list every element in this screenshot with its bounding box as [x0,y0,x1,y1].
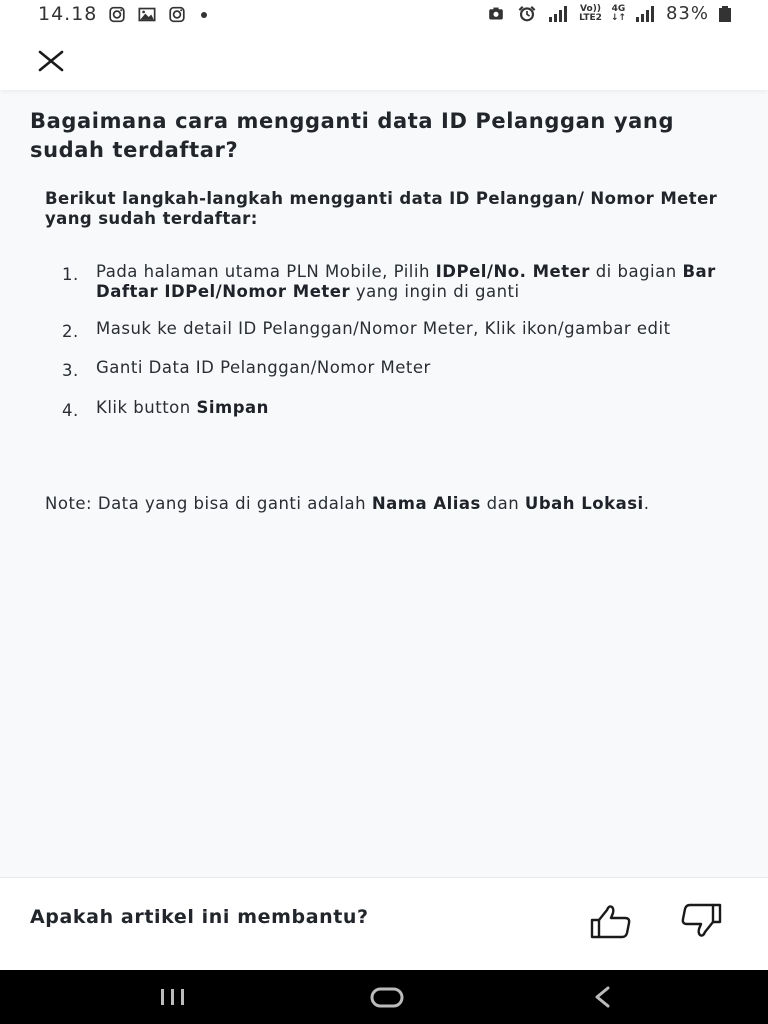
step-number: 4. [62,401,79,420]
step-number: 1. [62,265,79,284]
thumbs-up-icon[interactable] [588,902,634,942]
signal-icon-2 [635,5,657,22]
article-note: Note: Data yang bisa di ganti adalah Nama Alias dan Ubah Lokasi. [45,494,650,513]
status-left [38,3,211,25]
battery-percent: 83% [665,3,709,24]
photo-camera-icon [486,5,506,22]
article-title: Bagaimana cara mengganti data ID Pelanggan yang sudah terdaftar? [30,109,675,162]
instagram-icon [167,6,187,23]
volte-label-top: Vo)) [580,3,601,14]
thumbs-down-icon[interactable] [678,900,724,940]
network-label: 4G [611,3,626,14]
status-bar [0,0,768,30]
step-number: 3. [62,360,79,380]
dot-icon [197,6,211,23]
feedback-question: Apakah artikel ini membantu? [30,906,369,928]
step-item [62,319,722,339]
step-item [62,358,722,378]
top-app-bar [0,30,768,90]
volte-label-bottom: LTE2 [579,12,602,23]
signal-icon [548,5,570,22]
home-icon[interactable] [368,980,406,1014]
data-arrows-icon: ↓↑ [610,12,626,23]
network-badge [611,5,626,23]
step-item [62,262,722,301]
recent-apps-icon[interactable] [156,980,190,1014]
step-item [62,398,722,418]
article-intro: Berikut langkah-langkah mengganti data ID Pelanggan/ Nomor Meter yang sudah terdaftar: [45,189,718,228]
battery-icon [718,5,732,23]
system-nav-bar [0,970,768,1024]
gallery-icon [137,6,157,23]
feedback-bar [0,877,768,971]
step-text: Pada halaman utama PLN Mobile, Pilih IDPel/No. Meter di bagian Bar Daftar IDPel/Nomor Meter yang ingin di ganti [96,262,716,301]
close-icon[interactable] [36,48,66,74]
alarm-icon [515,5,539,22]
back-icon[interactable] [588,980,616,1014]
step-text: Klik button Simpan [96,398,269,417]
steps-list [62,262,722,418]
step-number: 2. [62,322,79,341]
status-time: 14.18 [38,3,98,25]
status-right [486,3,732,24]
article-content [0,90,768,877]
step-text: Ganti Data ID Pelanggan/Nomor Meter [96,357,431,377]
step-text: Masuk ke detail ID Pelanggan/Nomor Meter, Klik ikon/gambar edit [96,319,671,338]
instagram-icon [107,6,127,23]
volte-badge [579,5,602,23]
